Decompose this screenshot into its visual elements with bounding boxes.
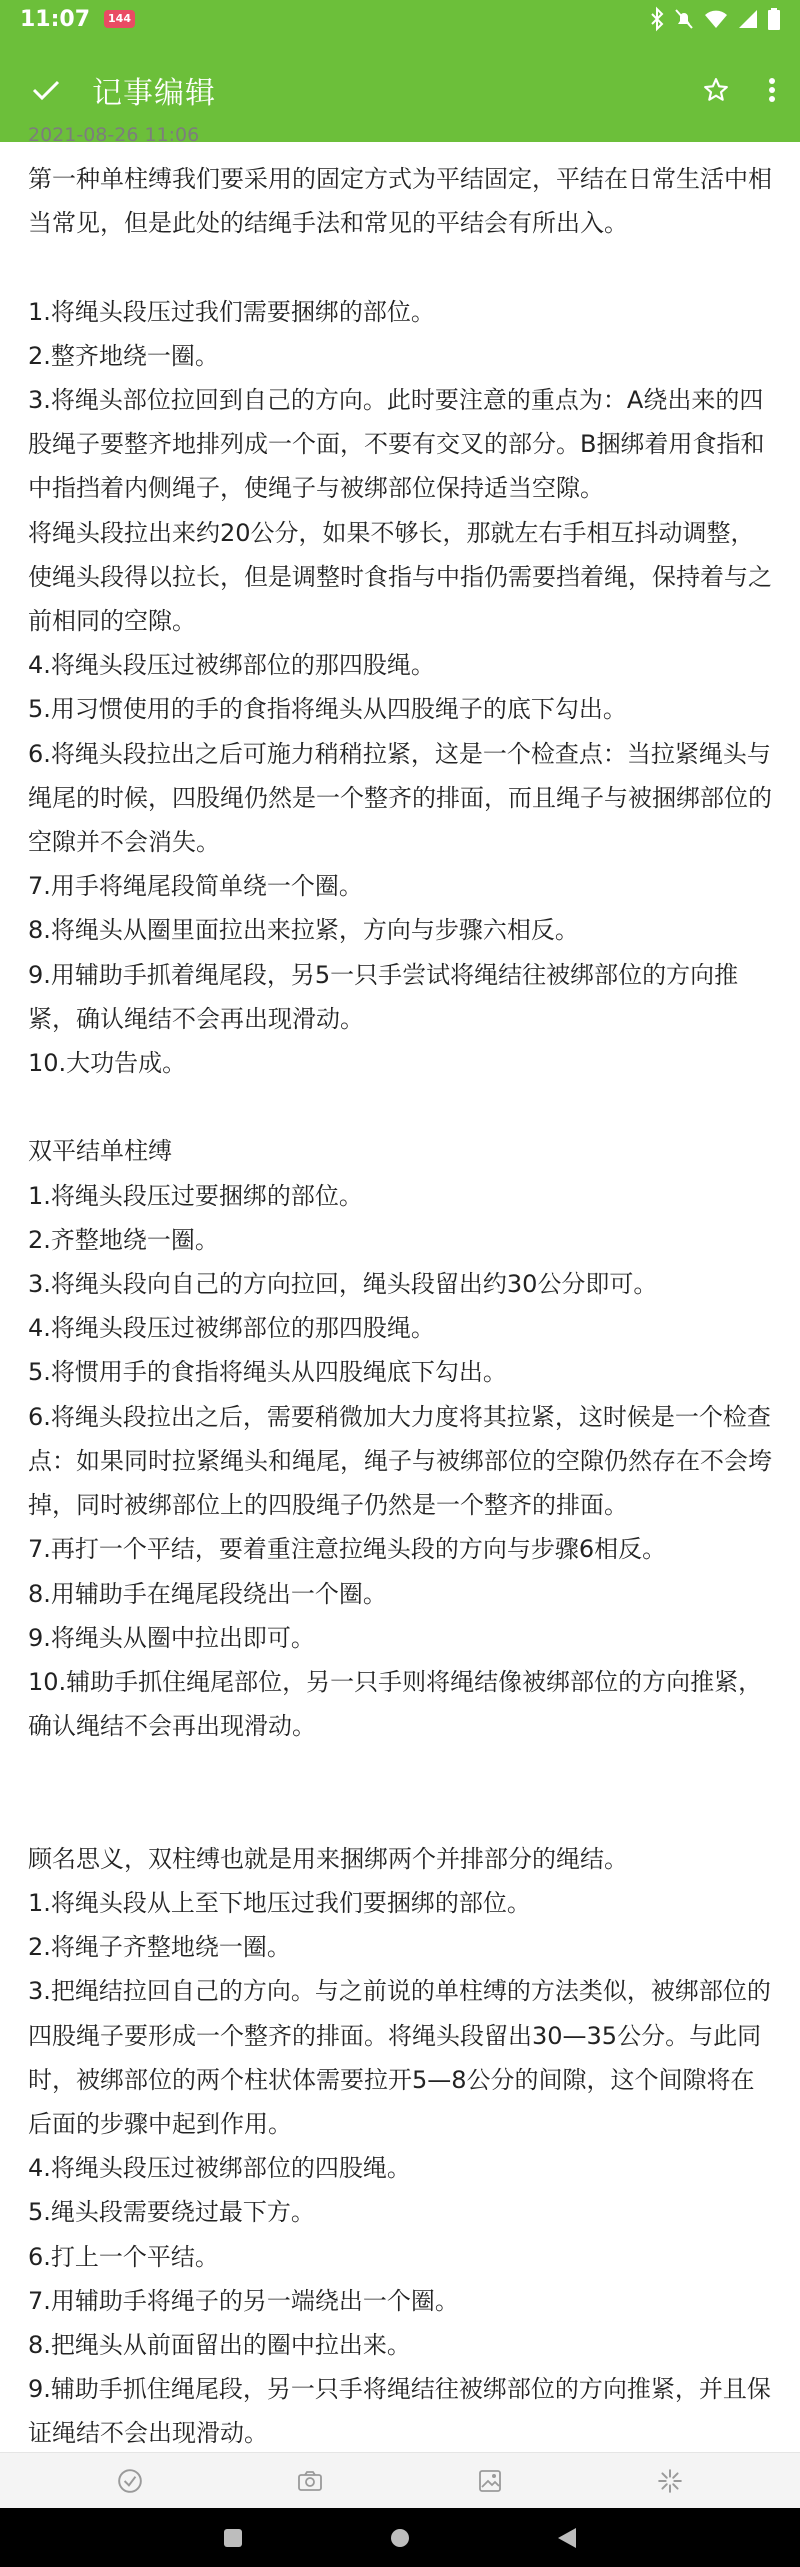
note-content-editor[interactable]: 第一种单柱缚我们要采用的固定方式为平结固定，平结在日常生活中相当常见，但是此处的结绳手法和常见的平结会有所出入。 1.将绳头段压过我们需要捆绑的部位。 2.整齐地绕一圈。 3.将绳头部位拉回到自己的方向。此时要注意的重点为：A绕出来的四股绳子要整齐地排列成一个面，不要有交叉的部分。B捆绑着用食指和中指挡着内侧绳子，使绳子与被绑部位保持适当空隙。 将绳头段拉出来约20公分，如果不够长，那就左右手相互抖动调整，使绳头段得以拉长，但是调整时食指与中指仍需要挡着绳，保持着与之前相同的空隙。 4.将绳头段压过被绑部位的那四股绳。 5.用习惯使用的手的食指将绳头从四股绳子的底下勾出。 6.将绳头段拉出之后可施力稍稍拉紧，这是一个检查点：当拉紧绳头与绳尾的时候，四股绳仍然是一个整齐的排面，而且绳子与被捆绑部位的空隙并不会消失。 7.用手将绳尾段简单绕一个圈。 8.将绳头从圈里面拉出来拉紧，方向与步骤六相反。 9.用辅助手抓着绳尾段，另5一只手尝试将绳结往被绑部位的方向推紧，确认绳结不会再出现滑动。 10.大功告成。 双平结单柱缚 1.将绳头段压过要捆绑的部位。 2.齐整地绕一圈。 3.将绳头段向自己的方向拉回，绳头段留出约30公分即可。 4.将绳头段压过被绑部位的那四股绳。 5.将惯用手的食指将绳头从四股绳底下勾出。 6.将绳头段拉出之后，需要稍微加大力度将其拉紧，这时候是一个检查点：如果同时拉紧绳头和绳尾，绳子与被绑部位的空隙仍然存在不会垮掉，同时被绑部位上的四股绳子仍然是一个整齐的排面。 7.再打一个平结，要着重注意拉绳头段的方向与步骤6相反。 8.用辅助手在绳尾段绕出一个圈。 9.将绳头从圈中拉出即可。 10.辅助手抓住绳尾部位，另一只手则将绳结像被绑部位的方向推紧，确认绳结不会再出现滑动。 顾名思义，双柱缚也就是用来捆绑两个并排部分的绳结。 1.将绳头段从上至下地压过我们要捆绑的部位。 2.将绳子齐整地绕一圈。 3.把绳结拉回自己的方向。与之前说的单柱缚的方法类似，被绑部位的四股绳子要形成一个整齐的排面。将绳头段留出30—35公分。与此同时，被绑部位的两个柱状体需要拉开5—8公分的间隙，这个间隙将在后面的步骤中起到作用。 4.将绳头段压过被绑部位的四股绳。 5.绳头段需要绕过最下方。 6.打上一个平结。 7.用辅助手将绳子的另一端绕出一个圈。 8.把绳头从前面留出的圈中拉出来。 9.辅助手抓住绳尾段，另一只手将绳结往被绑部位的方向推紧，并且保证绳结不会出现滑动。 [28, 165, 772, 2448]
status-time: 11:07 [20, 6, 91, 32]
bottom-toolbar [0, 2452, 800, 2508]
back-icon [557, 2527, 577, 2549]
checklist-button[interactable] [100, 2453, 160, 2509]
favorite-button[interactable] [688, 38, 744, 142]
check-icon [32, 79, 60, 101]
camera-icon [297, 2469, 323, 2493]
wifi-icon [704, 8, 728, 30]
home-icon [390, 2528, 410, 2548]
image-button[interactable] [460, 2453, 520, 2509]
battery-icon [768, 8, 780, 30]
checklist-icon [117, 2468, 143, 2494]
camera-button[interactable] [280, 2453, 340, 2509]
home-button[interactable] [370, 2508, 430, 2567]
page-title: 记事编辑 [92, 76, 216, 111]
star-icon [703, 77, 729, 103]
bluetooth-icon [650, 8, 664, 30]
mute-icon [674, 8, 694, 30]
status-bar [0, 0, 800, 38]
more-options-button[interactable] [744, 38, 800, 142]
signal-icon [738, 8, 758, 30]
sparkle-button[interactable] [640, 2453, 700, 2509]
app-actions [688, 38, 800, 142]
sparkle-icon [657, 2468, 683, 2494]
notification-badge: 144 [104, 10, 135, 28]
more-vert-icon [768, 77, 776, 103]
note-date: 2021-08-26 11:06 [28, 124, 200, 146]
recents-button[interactable] [203, 2508, 263, 2567]
image-icon [478, 2469, 502, 2493]
recents-icon [223, 2528, 243, 2548]
status-icons [650, 8, 780, 30]
back-button[interactable] [537, 2508, 597, 2567]
navigation-bar [0, 2508, 800, 2567]
